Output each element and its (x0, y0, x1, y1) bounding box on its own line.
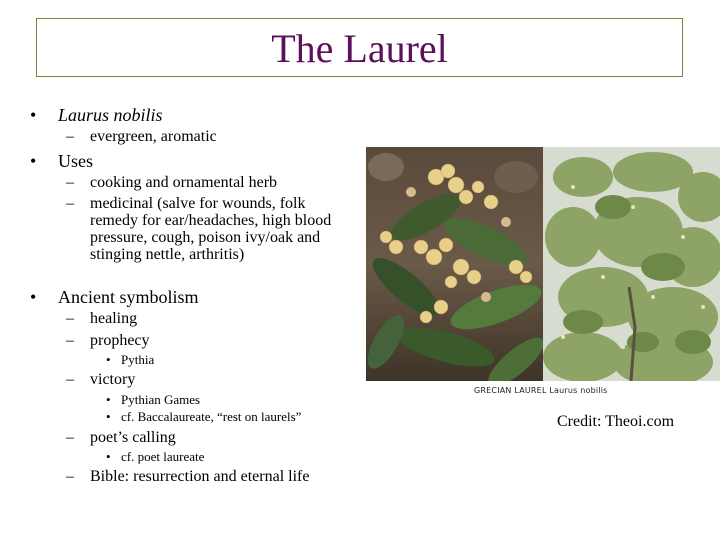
bullet-glyph: • (30, 105, 37, 125)
sub-medicinal: medicinal (salve for wounds, folk remedy for ear/headaches, high blood pressure, cough, poison ivy/oak and stinging nettle, arthritis) (90, 195, 332, 263)
bullet-glyph: • (106, 449, 111, 464)
bullet-glyph: • (30, 287, 37, 307)
title-box (36, 18, 683, 77)
dash-glyph: – (66, 429, 74, 446)
subsub-poet-laureate: cf. poet laureate (121, 449, 205, 464)
bullet-glyph: • (106, 409, 111, 424)
dash-glyph: – (66, 332, 74, 349)
bullet-glyph: • (30, 151, 37, 171)
slide-title: The Laurel (271, 26, 448, 71)
bullet-glyph: • (106, 352, 111, 367)
sub-evergreen: evergreen, aromatic (90, 128, 217, 145)
dash-glyph: – (66, 371, 74, 388)
sub-healing: healing (90, 310, 138, 327)
subsub-pythian-games: Pythian Games (121, 392, 201, 407)
dash-glyph: – (66, 174, 74, 191)
sub-bible: Bible: resurrection and eternal life (90, 468, 310, 485)
laurel-flowers-photo (366, 147, 544, 381)
image-caption: GRECIAN LAUREL Laurus nobilis (474, 386, 608, 395)
sub-poets-calling: poet’s calling (90, 429, 176, 446)
subsub-baccalaureate: cf. Baccalaureate, “rest on laurels” (121, 409, 302, 424)
sub-prophecy: prophecy (90, 332, 150, 349)
dash-glyph: – (66, 310, 74, 327)
dash-glyph: – (66, 195, 74, 212)
dash-glyph: – (66, 128, 74, 145)
bullet-uses: Uses (58, 151, 93, 171)
sub-cooking: cooking and ornamental herb (90, 174, 278, 191)
subsub-pythia: Pythia (121, 352, 155, 367)
sub-victory: victory (90, 371, 136, 388)
image-credit: Credit: Theoi.com (557, 413, 675, 430)
bullet-glyph: • (106, 392, 111, 407)
laurel-tree-photo (543, 147, 720, 381)
dash-glyph: – (66, 468, 74, 485)
bullet-ancient-symbolism: Ancient symbolism (58, 287, 199, 307)
bullet-laurus-nobilis: Laurus nobilis (58, 105, 163, 125)
